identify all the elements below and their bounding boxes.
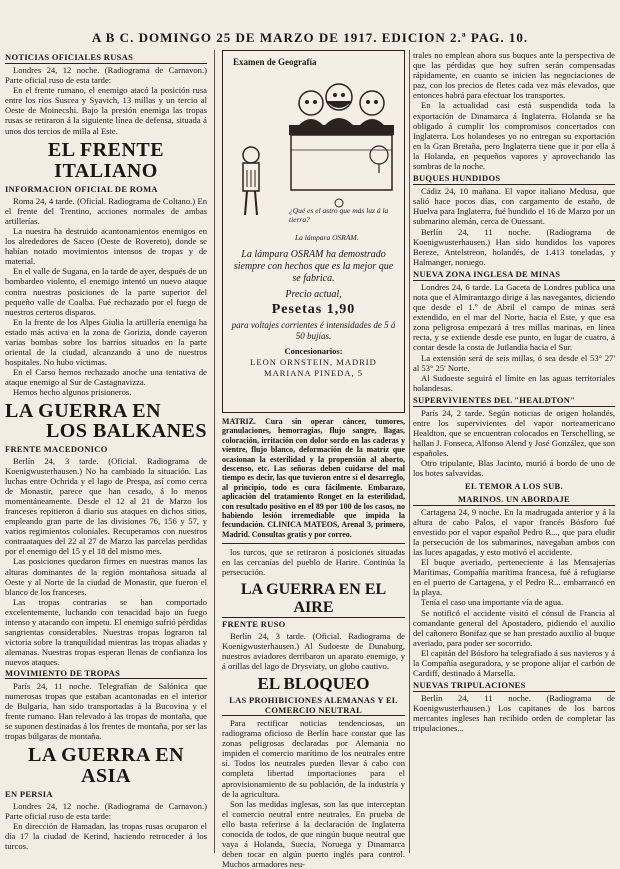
subheading-prohibiciones: LAS PROHIBICIONES ALEMANAS Y EL COMERCIO NEUTRAL	[222, 695, 405, 716]
paragraph: Berlín 24, 3 tarde. (Oficial. Radiograma de Koenigwusterhausen.) No ha cambiado la situación. Las luchas entre Ochrida y el lago de Prespa, así como cerca de Monastir, parece que han cesado, á lo menos momentáneamente. Desde el 12 al 21 de Marzo los franceses repitieron á diario sus ataques en dichos sitios, empleando gran parte de las divisiones 76, 156 y 57, y varios regimientos coloniales. Recuperamos con nuestros contraataques del 22 al 27 de Marzo las parcelas perdidas por el enemigo del 15 y el 18 del mismo mes.	[5, 455, 207, 557]
column-rule-2	[409, 50, 410, 853]
headline-frente-italiano: EL FRENTE ITALIANO	[47, 138, 165, 182]
paragraph: En dirección de Hamadan, las tropas rusas ocuparon el día 17 la ciudad de Kerind, haciendo retroceder á los turcos.	[5, 821, 207, 852]
headline-guerra-aire: LA GUERRA EN EL AIRE	[222, 581, 405, 618]
subheading-frente-macedonico: FRENTE MACEDONICO	[5, 443, 108, 454]
column-rule-1	[214, 50, 215, 853]
subheading-persia: EN PERSIA	[5, 789, 53, 800]
cartoon-illustration	[229, 55, 398, 245]
paragraph: París 24, 11 noche. Telegrafían de Salónica que numerosas tropas que estaban acantonadas en el interior de Bulgaria, han sido transportadas á la Bucovina y el frente rumano. Han relevado á las tropas de montaña, que se suponen destinadas á los frentes de montaña, por ser las tropas búlgaras de montaña.	[5, 680, 207, 741]
paragraph: Londres 24, 6 tarde. La Gaceta de Londres publica una nota que el Almirantazgo dirige á las navegantes, diciendo que desde el 1.º de Abril el campo de minas será extendido, en el mar del Norte, hacia el Este, y que esa zona peligrosa empezará á tres millas marinas, en línea recta, y se extiende desde ese punto, en lugar de cuatro, á contar desde la costa de Jutlandia hacia el Sur.	[413, 281, 615, 353]
column-3	[413, 50, 615, 853]
paragraph: Son las medidas inglesas, son las que interceptan el comercio neutral entre neutrales. En prueba de ello basta referirse á la declaración de Inglaterra conocida de todos, de que ningún buque neutral que vaya á Holanda, Suecia, Noruega y Dinamarca deben tocar en algún puerto inglés para control. Muchos armadores neu-	[222, 798, 405, 869]
headline-guerra-asia: LA GUERRA EN ASIA	[27, 744, 185, 788]
paragraph: Hemos hecho algunos prisioneros.	[13, 387, 132, 398]
cartoon-caption-answer: La lámpara OSRAM.	[295, 233, 359, 242]
divider	[222, 543, 405, 544]
subheading-frente-ruso: FRENTE RUSO	[222, 618, 286, 629]
ad-price-label: Precio actual,	[285, 289, 342, 300]
section-heading-abordaje: MARINOS. UN ABORDAJE	[413, 494, 615, 506]
paragraph: Al Sudoeste seguirá el límite en las aguas territoriales holandesas.	[413, 372, 615, 393]
page-header: A B C. DOMINGO 25 DE MARZO DE 1917. EDICION 2.ª PAG. 10.	[91, 30, 529, 45]
paragraph: En la frente de los Alpes Giulia la artillería enemiga ha estado más activa en la zona de Gorizia, donde cayeron varias bombas sobre los barrios situados en la parte oriental de la ciudad, alcanzando á uno de nuestros hospitales. No hubo víctimas.	[5, 316, 207, 368]
paragraph: Otro tripulante, Blas Jacinto, murió á bordo de uno de los botes salvavidas.	[413, 458, 615, 479]
paragraph: los turcos, que se retiraron á posiciones situadas en las cercanías del pueblo de Harire. Continúa la persecución.	[222, 547, 405, 578]
ad-concessionaires-label: Concesionarios:	[284, 346, 343, 356]
headline-guerra-balkanes-1: LA GUERRA EN	[5, 399, 162, 422]
ad-claim-text: La lámpara OSRAM ha demostrado siempre con hechos que es la mejor que se fabrica.	[233, 249, 394, 284]
section-heading-zona-minas: NUEVA ZONA INGLESA DE MINAS	[413, 269, 615, 281]
headline-bloqueo: EL BLOQUEO	[257, 673, 370, 693]
cartoon-caption-question: ¿Qué es el astro que más luz á la tierra?	[289, 206, 389, 224]
paragraph: El buque averiado, perteneciente á las Mensajerías Marítimas, Compañía marítima francesa, fué á refugiarse en el puerto de Cartagena, y el Pedro R... embarrancó en la playa.	[413, 557, 615, 598]
paragraph: París 24, 2 tarde. Según noticias de origen holandés, entre los supervivientes del vapor norteamericano Healdton, que se encuentran colocados en Terschelling, se hallan J. Fonseca, Alfonso Alend y José González, que son españoles.	[413, 407, 615, 459]
section-heading-healdton: SUPERVIVIENTES DEL "HEALDTON"	[413, 395, 615, 407]
paragraph: Cartagena 24, 9 noche. En la madrugada anterior y á la altura de cabo Palos, el vapor francés Bósforo fué envestido por el vapor español Pedro R..., que para eludir la persecución de los submarinos, navegaban ambos con las luces apagadas, y esto motivó el accidente.	[413, 506, 615, 557]
paragraph: Se notificó el accidente visitó el cónsul de Francia al comandante general del Apostadero, pidiendo el auxilio del cañonero Bonifaz que se han prestado auxilio al buque averiado, para poder ser socorrido.	[413, 607, 615, 648]
section-heading-hundidos: BUQUES HUNDIDOS	[413, 173, 615, 185]
subheading-roma: INFORMACION OFICIAL DE ROMA	[5, 183, 158, 194]
paragraph: En la actualidad casi está suspendida toda la exportación de Dinamarca á Inglaterra. Holanda se ha obligado á cumplir los compromisos concertados con Inglaterra. Los holandeses yo no entregan su exportación en la Gran Bretaña, pero Inglaterra tiene que ir por ella á la Holanda, en pequeños vapores y aprovechando las sombras de la noche.	[413, 100, 615, 172]
matriz-advertisement: MATRIZ. Cura sin operar cáncer, tumores, granulaciones, hemorragias, flujo sangre, llagas, coloración, irritación con dolor sordo en las caderas y vientre, flujo blanco, deformación de la matriz que ocasionan la esterilidad y la propensión al aborto, descenso, etc. Las señoras deben cuidarse del mal tiempo es decir, las que tuvieron entre sí el desarreglo, al principio, todo es cura fácilmente. Embarazo, aplicación del tratamiento Ronget en la esterilidad, con resultado positivo en el 89 por 100 de los casos, no habiendo lesión irremediable que impida la fecundación. CLINICA MATEOS, Arenal 3, primero, Madrid. Consultas gratis y por correo.	[222, 417, 405, 539]
section-heading-tripulaciones: NUEVAS TRIPULACIONES	[413, 680, 615, 692]
paragraph: Tenía el caso una importante vía de agua.	[421, 597, 564, 608]
ad-price: Pesetas 1,90	[271, 302, 356, 317]
headline-guerra-balkanes-2: LOS BALKANES	[45, 419, 207, 442]
paragraph: Las tropas contrarias se han comportado excelentemente, luchando con tenacidad bajo un fuego intenso y atacando con ímpetu. El enemigo sufrió pérdidas sangrientas considerables. Nuestras tropas lograron tal victoria sobre la tranquilidad mientras las tropas aliadas y alemanas. Nuestras tropas esperan llenas de confianza los nuevos ataques.	[5, 596, 207, 668]
subheading-movimiento-tropas: MOVIMIENTO DE TROPAS	[5, 668, 207, 679]
column-2	[222, 50, 405, 869]
osram-advertisement	[222, 50, 405, 413]
ad-concessionaire-address: MARIANA PINEDA, 5	[264, 368, 363, 378]
paragraph: La nuestra ha destruido acantonamientos enemigos en los alrededores de Saceo (Oeste de Rovereto), donde se habían notado movimientos intensos de tropas y de material.	[5, 225, 207, 267]
paragraph: Las posiciones quedaron firmes en nuestras manos las alturas dominantes de la región montañosa situada al Oeste y al Norte de la ciudad de Monastir, que fueron el blanco de los franceses.	[5, 556, 207, 597]
paragraph: Berlín 24, 11 noche. (Radiograma de Koenigwusterhausen.) Los capitanes de los barcos mercantes ingleses han recibido orden de completar las tripulaciones...	[413, 693, 615, 734]
paragraph: El capitán del Bósforo ha telegrafiado á sus navieros y á la Compañía aseguradora, y se propone alijar el carbón de Cardiff, destinado á Marsella.	[413, 647, 615, 679]
section-heading-rusas: NOTICIAS OFICIALES RUSAS	[5, 52, 207, 64]
paragraph: Londres 24, 12 noche. (Radiograma de Carnavon.) Parte oficial ruso de esta tarde:	[5, 801, 207, 822]
paragraph: Berlín 24, 11 noche. (Radiograma de Koenigwusterhausen.) Han sido hundidos los vapores Bereze, Antelstreon, holandés, de 1.413 toneladas, y Halmanger, noruego.	[413, 226, 615, 267]
paragraph: En el Carso hemos rechazado anoche una tentativa de ataque enemigo al Sur de Castagnavizza.	[5, 367, 207, 388]
paragraph: En el frente rumano, el enemigo atacó la posición rusa entre los ríos Suscea y Syavich, 13 millas y un tercio al Oeste de Moinecshi. Bajo la presión enemiga las tropas rusas se retiraron á la siguiente línea de defensa, situada á unos dos tercios de milla al Este.	[5, 85, 207, 136]
column-1	[5, 50, 207, 853]
paragraph: La extensión será de seis millas, ó sea desde el 53° 27' al 53° 25' Norte.	[413, 352, 615, 373]
ad-concessionaire-name: LEON ORNSTEIN, MADRID	[250, 357, 377, 367]
paragraph: Para rectificar noticias tendenciosas, un radiograma oficioso de Berlín hace constar que las zonas peligrosas declaradas por Alemania no impiden el comercio marítimo de los neutrales entre sí. Todos los neutrales pueden llevar á cabo con completa libertad importaciones para el aprovisionamiento de su población, de la industria y de la agricultura.	[222, 717, 405, 799]
paragraph: trales no emplean ahora sus buques ante la perspectiva de que las pérdidas que hoy sufren serán compensadas rápidamente, en cuanto se inicien las negociaciones de paz, con los precios de fletes cada vez más elevados, que entonces habrá para efectuar los transportes.	[413, 50, 615, 101]
ad-voltage-text: para voltajes corrientes é intensidades de 5 á 50 bujías.	[231, 320, 396, 341]
paragraph: En el valle de Sugana, en la tarde de ayer, después de un bombardeo violento, el enemigo intentó un nuevo ataque contra nuestras posiciones de la parte superior del pequeño valle de Coalba. Fué rechazado por el fuego de nuestros certeros disparos.	[5, 266, 207, 317]
paragraph: Cádiz 24, 10 mañana. El vapor italiano Medusa, que salió hace pocos días, con cargamento de estaño, de Huelva para Inglaterra, fué hundido el 16 de Marzo por un submarino alemán, cerca de Ouessant.	[413, 186, 615, 227]
paragraph: Berlín 24, 3 tarde. (Oficial. Radiograma de Koenigwusterhausen.) Al Sudoeste de Dunaburg, nuestros aviadores derribaron un aparato enemigo, y á orillas del lago de Drysviaty, un globo cautivo.	[222, 630, 405, 671]
paragraph: Roma 24, 4 tarde. (Oficial. Radiograma de Coltano.) En el frente del Trentino, acciones normales de ambas artillerías.	[5, 195, 207, 226]
cartoon-title: Examen de Geografía	[233, 57, 317, 67]
paragraph: Londres 24, 12 noche. (Radiograma de Carnavon.) Parte oficial ruso de esta tarde:	[5, 65, 207, 86]
section-heading-temor: EL TEMOR A LOS SUB.	[465, 480, 563, 491]
